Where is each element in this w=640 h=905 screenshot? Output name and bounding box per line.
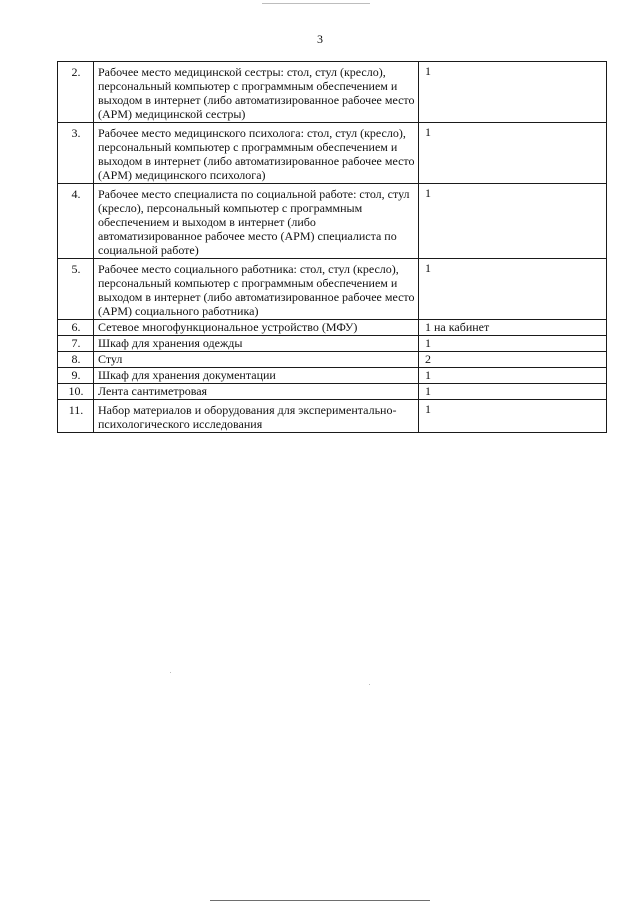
table-row <box>58 123 607 184</box>
item-quantity: 1 <box>419 123 607 184</box>
row-number: 11. <box>58 400 94 433</box>
table-row <box>58 320 607 336</box>
row-number: 5. <box>58 259 94 320</box>
item-quantity: 1 <box>419 336 607 352</box>
item-name: Рабочее место медицинского психолога: стол, стул (кресло), персональный компьютер с программным обеспечением и выходом в интернет (либо автоматизированное рабочее место (АРМ) медицинского психолога) <box>94 123 419 184</box>
table-row <box>58 259 607 320</box>
table-row <box>58 352 607 368</box>
item-quantity: 1 <box>419 62 607 123</box>
row-number: 10. <box>58 384 94 400</box>
row-number: 9. <box>58 368 94 384</box>
item-quantity: 2 <box>419 352 607 368</box>
row-number: 4. <box>58 184 94 259</box>
item-quantity: 1 <box>419 259 607 320</box>
item-quantity: 1 на кабинет <box>419 320 607 336</box>
item-quantity: 1 <box>419 184 607 259</box>
item-name: Шкаф для хранения документации <box>94 368 419 384</box>
table-row <box>58 384 607 400</box>
item-name: Стул <box>94 352 419 368</box>
table-row <box>58 368 607 384</box>
table-row <box>58 184 607 259</box>
item-name: Лента сантиметровая <box>94 384 419 400</box>
item-name: Набор материалов и оборудования для экспериментально-психологического исследования <box>94 400 419 433</box>
scan-speck <box>369 684 370 685</box>
equipment-table <box>57 61 607 433</box>
row-number: 7. <box>58 336 94 352</box>
table-row <box>58 62 607 123</box>
row-number: 3. <box>58 123 94 184</box>
row-number: 6. <box>58 320 94 336</box>
item-quantity: 1 <box>419 368 607 384</box>
table-row <box>58 336 607 352</box>
scan-speck <box>170 672 171 673</box>
table-row <box>58 400 607 433</box>
item-name: Сетевое многофункциональное устройство (МФУ) <box>94 320 419 336</box>
item-quantity: 1 <box>419 400 607 433</box>
page-number: 3 <box>317 32 323 46</box>
item-name: Рабочее место медицинской сестры: стол, стул (кресло), персональный компьютер с программным обеспечением и выходом в интернет (либо автоматизированное рабочее место (АРМ) медицинской сестры) <box>94 62 419 123</box>
row-number: 8. <box>58 352 94 368</box>
scan-artifact-bottom <box>210 900 430 901</box>
item-name: Рабочее место специалиста по социальной работе: стол, стул (кресло), персональный компьютер с программным обеспечением и выходом в интернет (либо автоматизированное рабочее место (АРМ) специалиста по социальной работе) <box>94 184 419 259</box>
scan-artifact-top <box>262 3 370 4</box>
item-name: Шкаф для хранения одежды <box>94 336 419 352</box>
item-quantity: 1 <box>419 384 607 400</box>
item-name: Рабочее место социального работника: стол, стул (кресло), персональный компьютер с программным обеспечением и выходом в интернет (либо автоматизированное рабочее место (АРМ) социального работника) <box>94 259 419 320</box>
row-number: 2. <box>58 62 94 123</box>
